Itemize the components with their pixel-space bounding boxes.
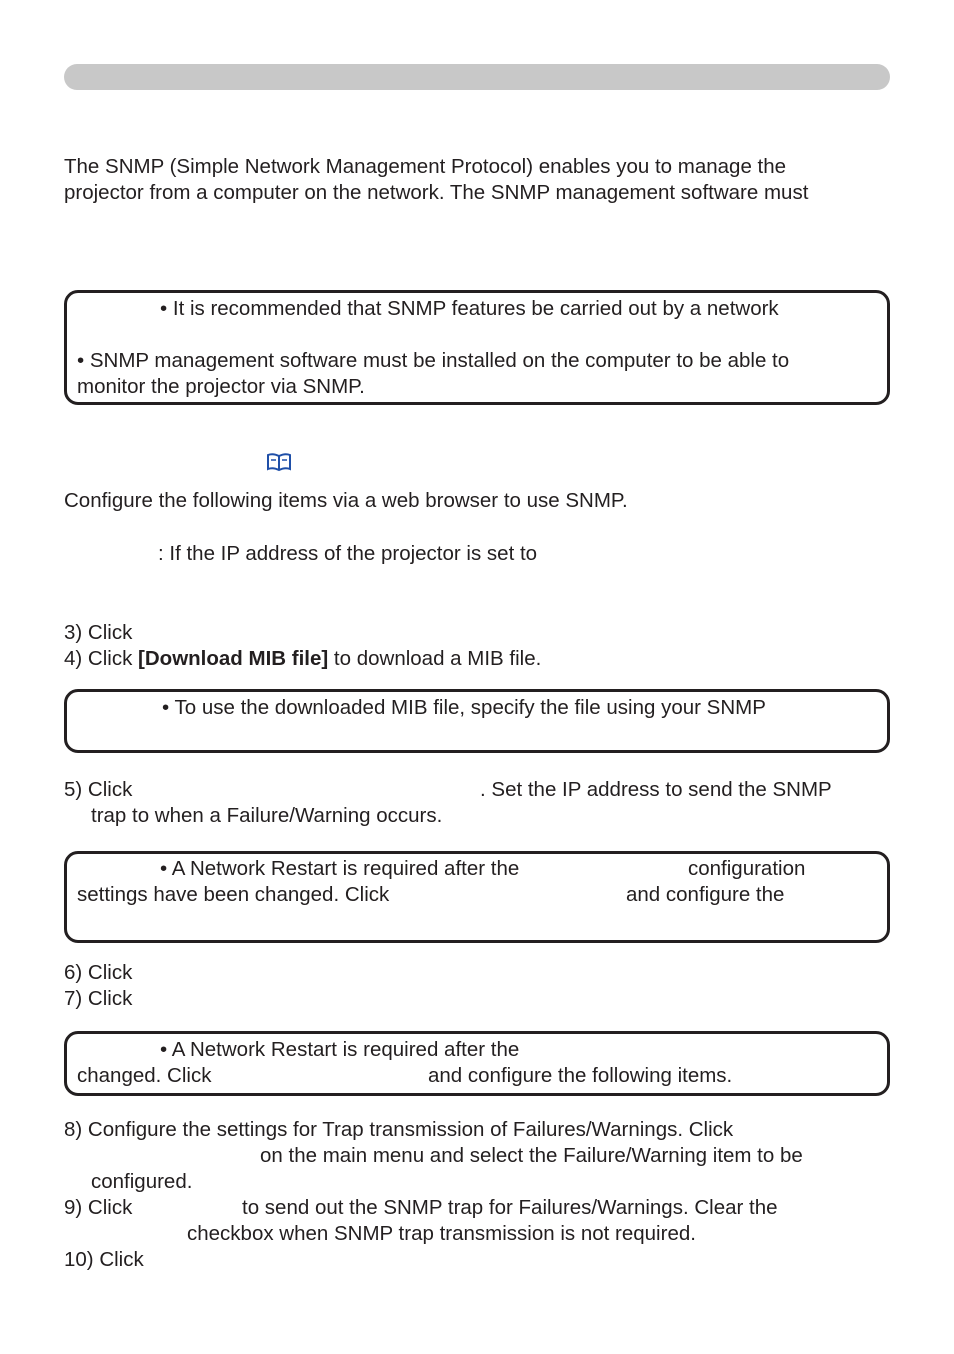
note-1-line-1: • It is recommended that SNMP features be carried out by a network xyxy=(160,297,779,320)
note-2-line-1: • To use the downloaded MIB file, specify the file using your SNMP xyxy=(162,696,766,719)
step-8-line-1: 8) Configure the settings for Trap transmission of Failures/Warnings. Click xyxy=(64,1118,734,1141)
note-4-line-1: • A Network Restart is required after the xyxy=(160,1038,520,1061)
step-4-suffix: to download a MIB file. xyxy=(328,647,542,670)
book-icon xyxy=(266,452,292,472)
step-4-prefix: 4) Click xyxy=(64,647,139,670)
note-3-line-2b: and configure the xyxy=(626,883,785,906)
intro-line-2: projector from a computer on the network. The SNMP management software must xyxy=(64,181,809,204)
note-1-line-3: monitor the projector via SNMP. xyxy=(77,375,365,398)
note-4-line-2a: changed. Click xyxy=(77,1064,212,1087)
step-9-line-2: checkbox when SNMP trap transmission is not required. xyxy=(187,1222,696,1245)
step-5-line-2: trap to when a Failure/Warning occurs. xyxy=(91,804,443,827)
step-3: 3) Click xyxy=(64,621,133,644)
step-8-line-3: configured. xyxy=(91,1170,193,1193)
note-4-line-2b: and configure the following items. xyxy=(428,1064,733,1087)
configure-intro: Configure the following items via a web browser to use SNMP. xyxy=(64,489,628,512)
step-5-prefix: 5) Click xyxy=(64,778,133,801)
step-7: 7) Click xyxy=(64,987,133,1010)
download-mib-label: [Download MIB file] xyxy=(138,647,329,670)
note-3-line-1b: configuration xyxy=(688,857,806,880)
step-9-prefix: 9) Click xyxy=(64,1196,133,1219)
note-1-line-2: • SNMP management software must be installed on the computer to be able to xyxy=(77,349,790,372)
step-6: 6) Click xyxy=(64,961,133,984)
step-4 xyxy=(64,646,541,672)
step-9-suffix: to send out the SNMP trap for Failures/Warnings. Clear the xyxy=(242,1196,778,1219)
step-10: 10) Click xyxy=(64,1248,144,1271)
step-5-suffix: . Set the IP address to send the SNMP xyxy=(480,778,832,801)
ip-note: : If the IP address of the projector is set to xyxy=(158,542,538,565)
intro-line-1: The SNMP (Simple Network Management Protocol) enables you to manage the xyxy=(64,155,787,178)
step-8-line-2: on the main menu and select the Failure/Warning item to be xyxy=(260,1144,803,1167)
note-3-line-1a: • A Network Restart is required after the xyxy=(160,857,520,880)
note-3-line-2a: settings have been changed. Click xyxy=(77,883,390,906)
section-header-bar xyxy=(64,64,890,90)
